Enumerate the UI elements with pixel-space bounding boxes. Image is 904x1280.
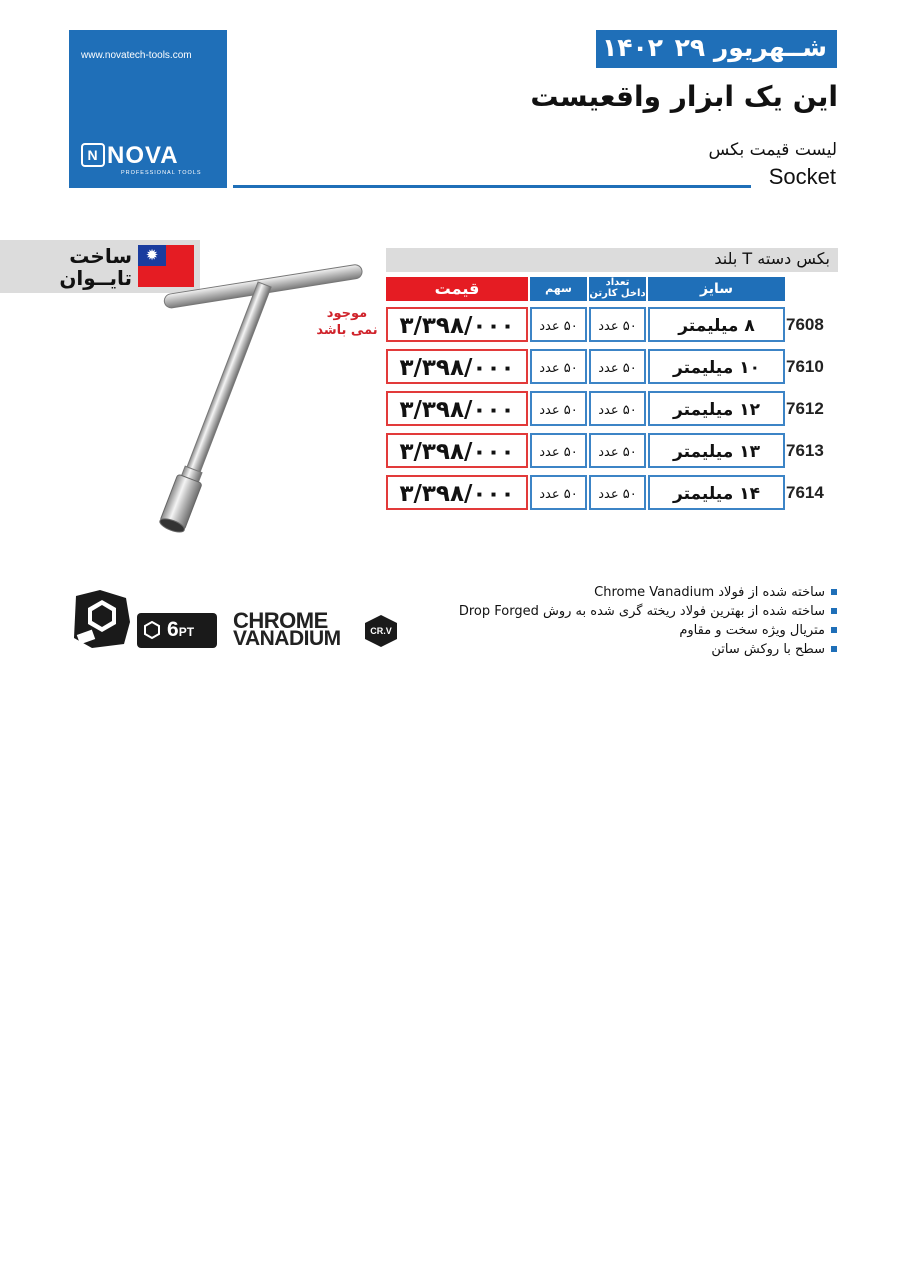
row-code: 7612	[786, 399, 824, 418]
row-share: ۵۰ عدد	[530, 307, 587, 342]
row-carton: ۵۰ عدد	[589, 349, 646, 384]
feature-text: متریال ویژه سخت و مقاوم	[679, 623, 825, 638]
header-share: سهم	[530, 277, 587, 301]
table-title-bar	[386, 248, 838, 272]
bullet-icon	[831, 627, 837, 633]
brand-url: www.novatech-tools.com	[81, 50, 192, 61]
six-point-label	[167, 618, 194, 642]
list-item	[470, 640, 837, 659]
brand-logo-block	[69, 30, 227, 188]
row-share: ۵۰ عدد	[530, 433, 587, 468]
chrome-vanadium-badge	[233, 608, 341, 650]
row-price: ۳/۳۹۸/۰۰۰	[386, 433, 528, 468]
row-size: ۸ میلیمتر	[648, 307, 785, 342]
row-price: ۳/۳۹۸/۰۰۰	[386, 475, 528, 510]
six-point-number: 6	[167, 618, 179, 641]
page-subtitle: لیست قیمت بکس	[708, 140, 837, 160]
feature-text: ساخته شده از بهترین فولاد ریخته گری شده به روش Drop Forged	[458, 604, 825, 619]
page-title-en: Socket	[768, 164, 836, 189]
list-item	[470, 621, 837, 640]
header-carton-line2: داخل کارتن	[589, 288, 646, 299]
row-price: ۳/۳۹۸/۰۰۰	[386, 307, 528, 342]
date-day: ۲۹ شــهریور	[674, 33, 827, 62]
header-carton	[589, 277, 646, 301]
row-code: 7614	[786, 483, 824, 502]
row-price: ۳/۳۹۸/۰۰۰	[386, 391, 528, 426]
hexagon-icon	[143, 621, 161, 639]
date-banner	[596, 30, 837, 68]
crv-label: CR.V	[370, 626, 392, 636]
six-point-unit: PT	[178, 625, 195, 639]
row-share: ۵۰ عدد	[530, 391, 587, 426]
bullet-icon	[831, 646, 837, 652]
row-size: ۱۴ میلیمتر	[648, 475, 785, 510]
row-price: ۳/۳۹۸/۰۰۰	[386, 349, 528, 384]
header-price: قیمت	[386, 277, 528, 301]
bullet-icon	[831, 608, 837, 614]
header-size: سایز	[648, 277, 785, 301]
brand-name-text: NOVA	[107, 142, 179, 169]
feature-text: ساخته شده از فولاد Chrome Vanadium	[594, 585, 825, 600]
row-carton: ۵۰ عدد	[589, 475, 646, 510]
origin-line1: ساخت	[69, 244, 132, 268]
six-point-badge	[137, 613, 217, 648]
header-carton-line1: تعداد	[605, 277, 630, 288]
sun-icon: ✹	[138, 245, 166, 266]
feature-list	[458, 583, 837, 659]
table-title: بکس دسته T بلند	[714, 249, 830, 268]
row-share: ۵۰ عدد	[530, 349, 587, 384]
row-carton: ۵۰ عدد	[589, 307, 646, 342]
date-year: ۱۴۰۲	[602, 33, 664, 62]
vanadium-label: VANADIUM	[233, 627, 341, 650]
bullet-icon	[831, 589, 837, 595]
row-share: ۵۰ عدد	[530, 475, 587, 510]
feature-text: سطح با روکش ساتن	[711, 642, 825, 657]
row-code: 7613	[786, 441, 824, 460]
socket-badge-icon	[70, 588, 134, 650]
origin-line2: تایــوان	[59, 266, 132, 290]
brand-name	[81, 142, 179, 170]
row-size: ۱۲ میلیمتر	[648, 391, 785, 426]
slogan: این یک ابزار واقعیست	[530, 80, 838, 113]
nova-emblem-icon: N	[81, 143, 105, 167]
chrome-label: CHROME	[233, 608, 328, 633]
t-handle-socket-illustration	[55, 255, 375, 545]
unavailable-note	[316, 305, 378, 339]
unavailable-line1: موجود	[326, 306, 368, 321]
unavailable-line2: نمی باشد	[316, 323, 378, 338]
title-underline	[233, 185, 751, 188]
list-item	[470, 583, 837, 602]
row-size: ۱۰ میلیمتر	[648, 349, 785, 384]
row-carton: ۵۰ عدد	[589, 433, 646, 468]
row-code: 7610	[786, 357, 824, 376]
row-code: 7608	[786, 315, 824, 334]
row-carton: ۵۰ عدد	[589, 391, 646, 426]
row-size: ۱۳ میلیمتر	[648, 433, 785, 468]
brand-tagline: PROFESSIONAL TOOLS	[121, 170, 202, 176]
crv-hexagon-icon	[363, 614, 399, 648]
list-item	[458, 602, 837, 621]
